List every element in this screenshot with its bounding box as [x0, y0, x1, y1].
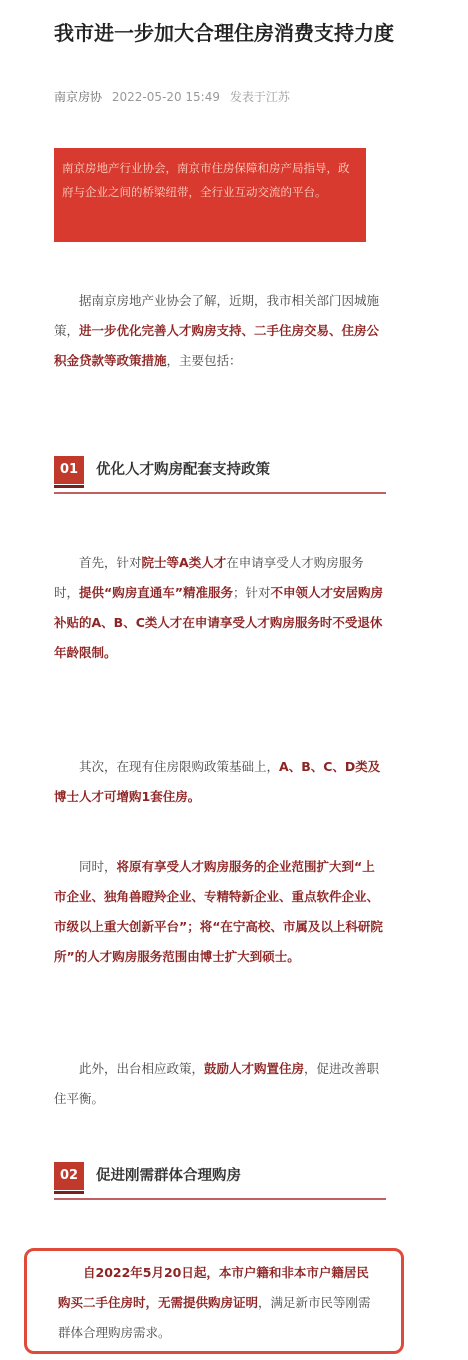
section-number-badge: 01 — [54, 456, 84, 484]
section-title: 优化人才购房配套支持政策 — [96, 462, 270, 478]
section-title: 促进刚需群体合理购房 — [96, 1168, 241, 1184]
p4-highlight: 鼓励人才购置住房 — [204, 1061, 305, 1076]
section-header-01 — [54, 452, 386, 494]
author-link[interactable]: 南京房协 — [54, 90, 103, 104]
p4-text: 此外，出台相应政策， — [79, 1061, 205, 1076]
talent-paragraph-4 — [54, 1054, 386, 1114]
article-meta — [54, 88, 290, 105]
section-number-badge: 02 — [54, 1162, 84, 1190]
secondhand-paragraph — [58, 1258, 374, 1348]
p4-text: ，促进改善职住平衡。 — [54, 1061, 380, 1106]
p3-highlight: 将原有享受人才购房服务的企业范围扩大到“上市企业、独角兽瞪羚企业、专精特新企业、重点软件企业、市级以上重大创新平台”；将“在宁高校、市属及以上科研院所”的人才购房服务范围由博士扩大到硕士。 — [54, 859, 383, 964]
talent-paragraph-2 — [54, 752, 386, 812]
p5-highlight: 自2022年5月20日起，本市户籍和非本市户籍居民购买二手住房时，无需提供购房证明 — [58, 1265, 369, 1310]
p1-text: 首先，针对 — [79, 555, 142, 570]
intro-text-end: ，主要包括： — [166, 353, 242, 368]
intro-text: 据南京房地产业协会了解，近期，我市相关部门因城施策， — [54, 293, 380, 338]
section-header-02 — [54, 1158, 386, 1200]
association-banner: 南京房地产行业协会，南京市住房保障和房产局指导，政府与企业之间的桥梁纽带，全行业互动交流的平台。 — [54, 148, 366, 242]
p1-text: ；针对 — [232, 585, 271, 600]
p1-highlight: 不申领人才安居购房补贴的A、B、C类人才在申请享受人才购房服务时不受退休年龄限制。 — [54, 585, 383, 660]
publish-location: 发表于江苏 — [229, 90, 290, 104]
p5-text: ，满足新市民等刚需群体合理购房需求。 — [58, 1295, 371, 1340]
talent-paragraph-1 — [54, 548, 386, 668]
intro-highlight: 进一步优化完善人才购房支持、二手住房交易、住房公积金贷款等政策措施 — [54, 323, 380, 368]
p2-highlight: A、B、C、D类及博士人才可增购1套住房。 — [54, 759, 381, 804]
p2-text: 其次，在现有住房限购政策基础上， — [79, 759, 280, 774]
publish-time: 2022-05-20 15:49 — [111, 90, 220, 104]
p1-text: 在申请享受人才购房服务时， — [54, 555, 364, 600]
p3-text: 同时， — [79, 859, 117, 874]
talent-paragraph-3 — [54, 852, 386, 972]
intro-paragraph — [54, 286, 386, 376]
p1-highlight: 院士等A类人才 — [141, 555, 227, 570]
p1-highlight: 提供“购房直通车”精准服务 — [79, 585, 233, 600]
article-title: 我市进一步加大合理住房消费支持力度 — [54, 21, 394, 45]
